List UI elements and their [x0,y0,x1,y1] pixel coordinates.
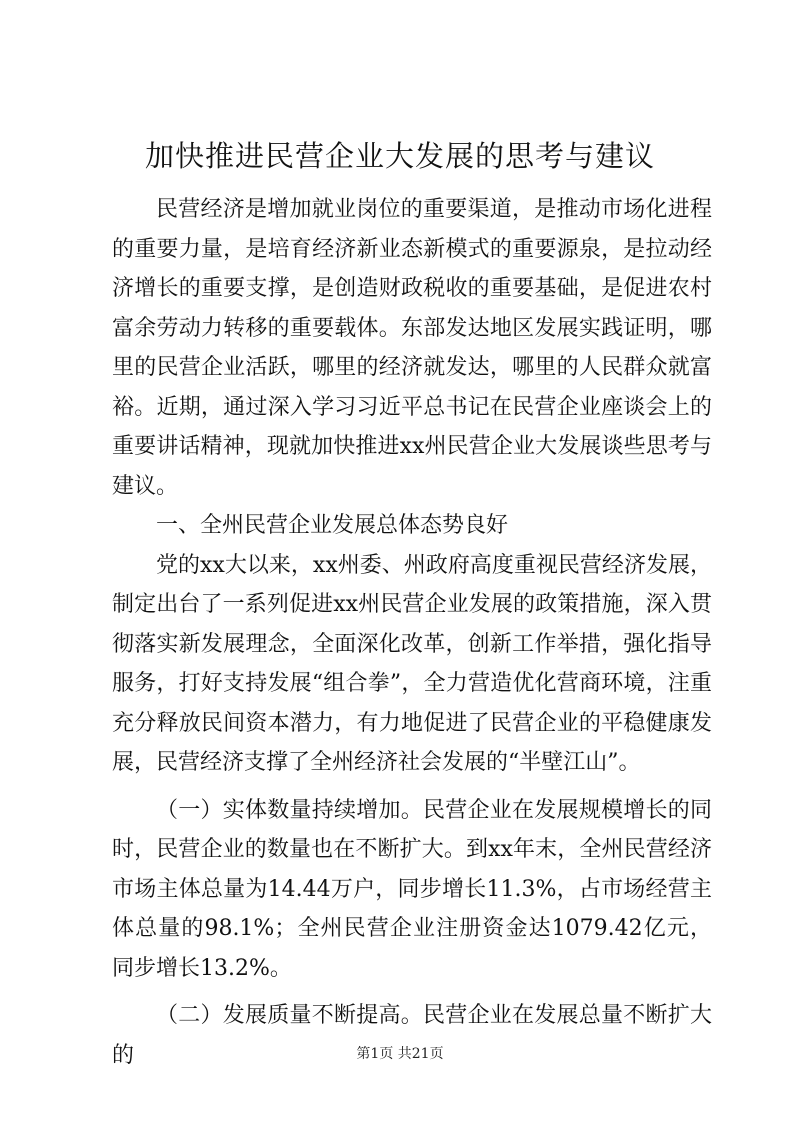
paragraph-subsection-2: （二）发展质量不断提高。民营企业在发展总量不断扩大的 [112,1003,712,1068]
paragraph-spacer [112,988,712,996]
paragraph-intro: 民营经济是增加就业岗位的重要渠道，是推动市场化进程的重要力量，是培育经济新业态新模式的重要源泉，是拉动经济增长的重要支撑，是创造财政税收的重要基础，是促进农村富余劳动力转移的重要载体。东部发达地区发展实践证明，哪里的民营企业活跃，哪里的经济就发达，哪里的人民群众就富裕。近期，通过深入学习习近平总书记在民营企业座谈会上的重要讲话精神，现就加快推进xx州民营企业大发展谈些思考与建议。 [112,197,712,499]
document-body [112,190,712,1075]
document-title: 加快推进民营企业大发展的思考与建议 [144,139,655,173]
paragraph-spacer [112,783,712,791]
page-footer: 第1页 共21页 [356,1046,444,1062]
paragraph-subsection-1: （一）实体数量持续增加。民营企业在发展规模增长的同时，民营企业的数量也在不断扩大。到xx年末，全州民营经济市场主体总量为14.44万户，同步增长11.3%，占市场经营主体总量的98.1%；全州民营企业注册资金达1079.42亿元，同步增长13.2%。 [112,797,712,981]
section-heading-1: 一、全州民营企业发展总体态势良好 [156,513,509,538]
paragraph-overview: 党的xx大以来，xx州委、州政府高度重视民营经济发展，制定出台了一系列促进xx州民营企业发展的政策措施，深入贯彻落实新发展理念，全面深化改革，创新工作举措，强化指导服务，打好支持发展“组合拳”，全力营造优化营商环境，注重充分释放民间资本潜力，有力地促进了民营企业的平稳健康发展，民营经济支撑了全州经济社会发展的“半壁江山”。 [112,552,712,775]
